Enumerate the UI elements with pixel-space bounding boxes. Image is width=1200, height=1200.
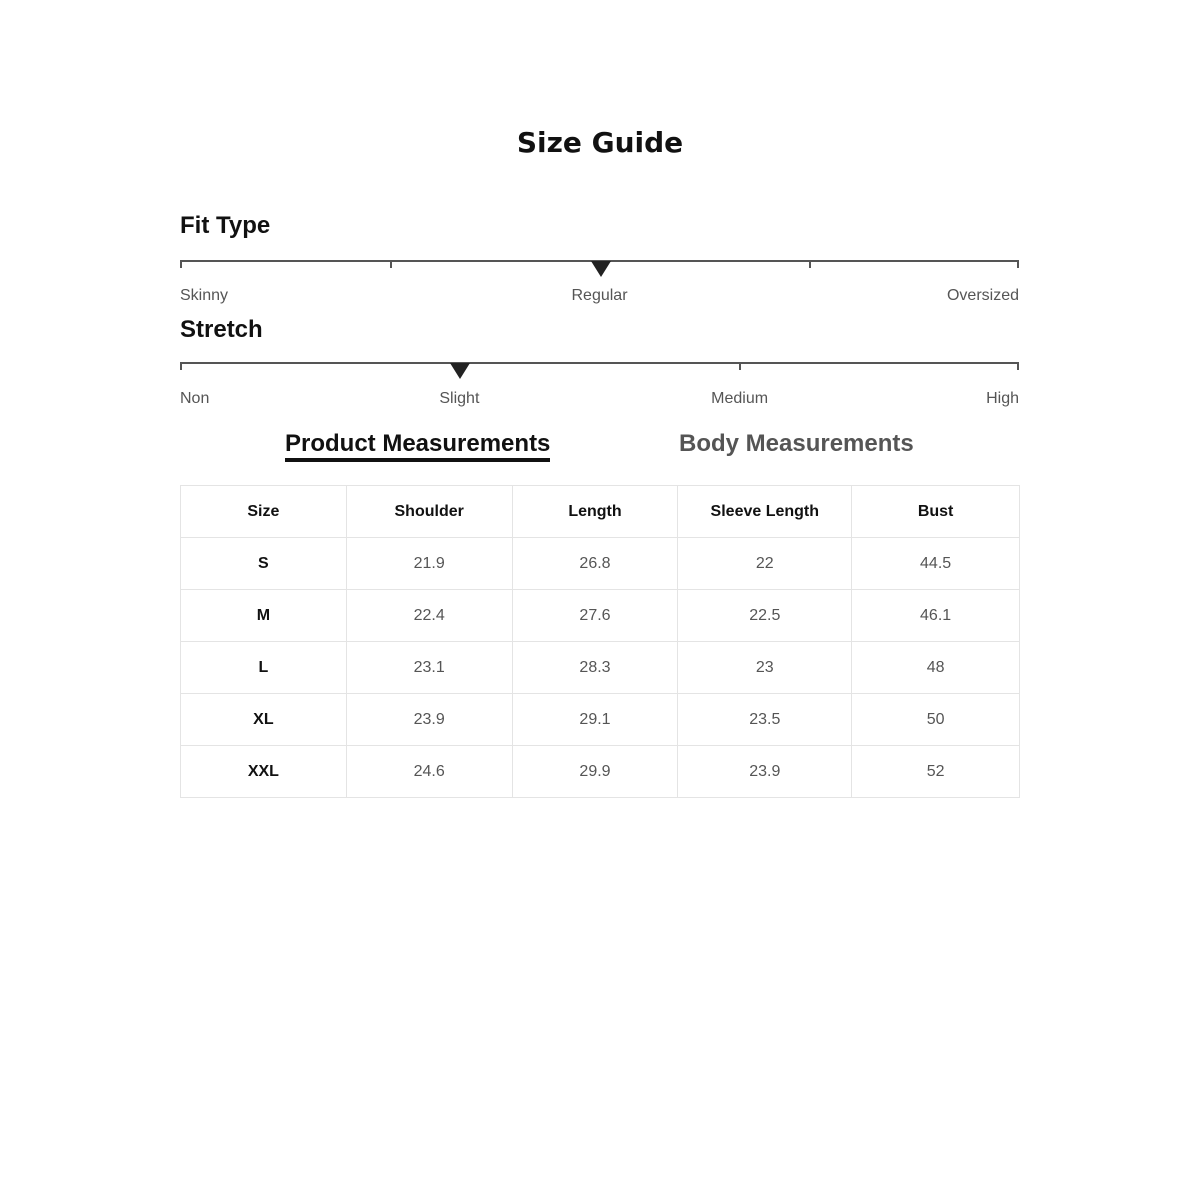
measurement-cell: 48 (852, 642, 1020, 694)
measurement-cell: 23.5 (678, 694, 852, 746)
measurement-cell: 23.1 (346, 642, 512, 694)
header-size: Size (181, 486, 347, 538)
header-sleeve-length: Sleeve Length (678, 486, 852, 538)
measurement-cell: 52 (852, 746, 1020, 798)
measurement-cell: 23.9 (678, 746, 852, 798)
measurement-cell: 29.9 (512, 746, 678, 798)
header-length: Length (512, 486, 678, 538)
measurement-cell: 22 (678, 538, 852, 590)
table-row (181, 538, 1020, 590)
scale-tick (180, 260, 182, 268)
fit-marker-icon (591, 261, 611, 277)
table-row (181, 694, 1020, 746)
stretch-heading: Stretch (180, 316, 263, 343)
stretch-label-medium: Medium (711, 390, 769, 407)
measurement-cell: 22.5 (678, 590, 852, 642)
fit-type-heading: Fit Type (180, 212, 271, 239)
stretch-label-non: Non (180, 390, 210, 407)
measurement-tabs (180, 430, 1019, 466)
fit-label-oversized: Oversized (946, 287, 1019, 304)
measurement-cell: 21.9 (346, 538, 512, 590)
measurement-cell: 23 (678, 642, 852, 694)
table-header-row (181, 486, 1020, 538)
fit-label-regular: Regular (571, 287, 628, 304)
measurement-cell: 46.1 (852, 590, 1020, 642)
header-bust: Bust (852, 486, 1020, 538)
scale-tick (180, 362, 182, 370)
tab-product-measurements[interactable]: Product Measurements (285, 430, 550, 462)
measurement-cell: 29.1 (512, 694, 678, 746)
fit-label-skinny: Skinny (180, 287, 229, 304)
stretch-label-slight: Slight (439, 390, 480, 407)
scale-tick (1017, 362, 1019, 370)
size-cell: XXL (181, 746, 347, 798)
measurement-cell: 24.6 (346, 746, 512, 798)
stretch-scale (180, 362, 1019, 407)
measurement-cell: 22.4 (346, 590, 512, 642)
size-cell: M (181, 590, 347, 642)
measurement-cell: 27.6 (512, 590, 678, 642)
measurement-cell: 23.9 (346, 694, 512, 746)
scale-tick (390, 260, 392, 268)
table-row (181, 590, 1020, 642)
table-row (181, 746, 1020, 798)
header-shoulder: Shoulder (346, 486, 512, 538)
scale-tick (1017, 260, 1019, 268)
measurement-cell: 44.5 (852, 538, 1020, 590)
size-cell: S (181, 538, 347, 590)
measurement-cell: 28.3 (512, 642, 678, 694)
stretch-marker-icon (450, 363, 470, 379)
scale-tick (739, 362, 741, 370)
size-table (180, 485, 1020, 798)
size-cell: L (181, 642, 347, 694)
measurement-cell: 50 (852, 694, 1020, 746)
fit-type-scale (180, 260, 1019, 304)
scale-line (180, 362, 1019, 364)
measurement-cell: 26.8 (512, 538, 678, 590)
stretch-label-high: High (986, 390, 1019, 407)
table-row (181, 642, 1020, 694)
page-title: Size Guide (516, 126, 684, 159)
size-cell: XL (181, 694, 347, 746)
scale-tick (809, 260, 811, 268)
tab-body-measurements[interactable]: Body Measurements (679, 430, 914, 457)
